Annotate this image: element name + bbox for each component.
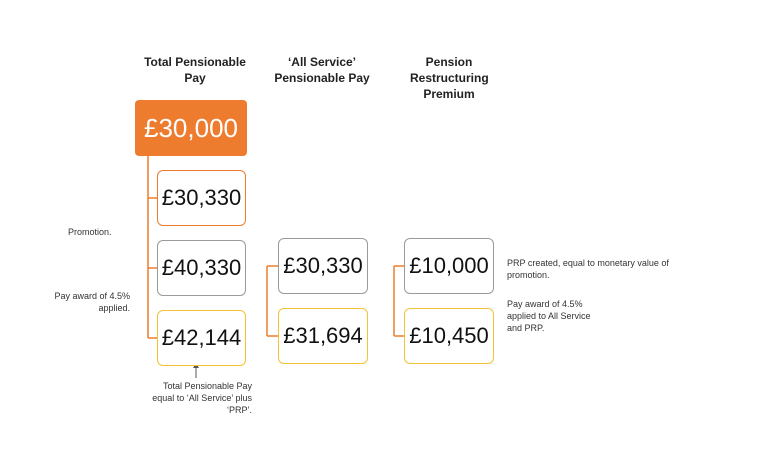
total-pay-box-3: £42,144 <box>157 310 246 366</box>
prp-box-2: £10,450 <box>404 308 494 364</box>
note-pay-award-left: Pay award of 4.5% applied. <box>54 291 130 313</box>
header-total-pensionable-pay: Total Pensionable Pay <box>144 55 246 85</box>
header-pension-restructuring-premium: Pension Restructuring Premium <box>410 55 489 101</box>
all-service-box-1: £30,330 <box>278 238 368 294</box>
total-pay-box-1: £30,330 <box>157 170 246 226</box>
total-pay-start-box: £30,000 <box>135 100 247 156</box>
total-pay-box-2: £40,330 <box>157 240 246 296</box>
all-service-box-2: £31,694 <box>278 308 368 364</box>
note-promotion: Promotion. <box>68 227 112 237</box>
prp-box-1: £10,000 <box>404 238 494 294</box>
note-pay-award-right: Pay award of 4.5% applied to All Service and PRP. <box>507 299 591 333</box>
header-all-service-pay: ‘All Service’ Pensionable Pay <box>274 55 370 85</box>
note-prp-created: PRP created, equal to monetary value of promotion. <box>507 258 669 280</box>
note-total-equal: Total Pensionable Pay equal to ‘All Service’ plus ‘PRP’. <box>152 381 252 415</box>
